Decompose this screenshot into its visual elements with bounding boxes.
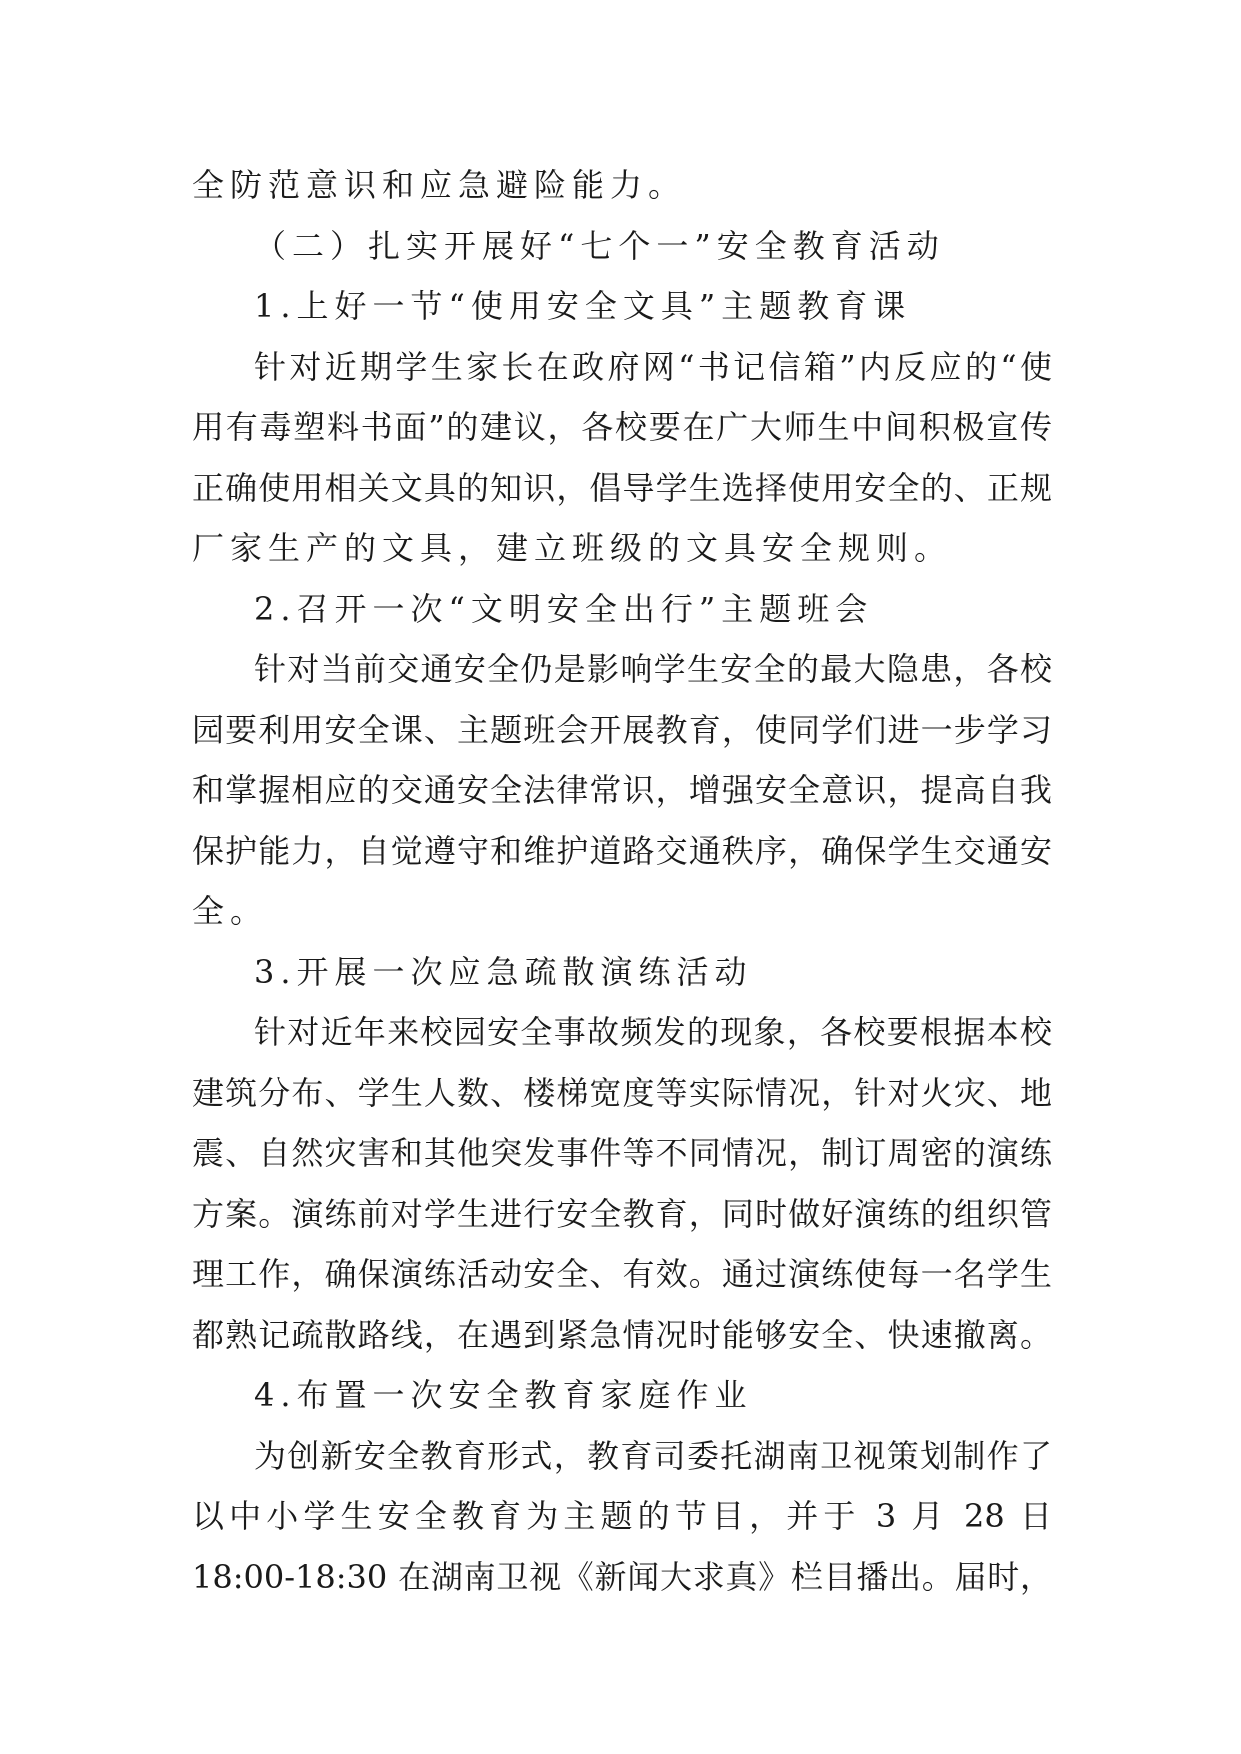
text-line: 18:00-18:30 在湖南卫视《新闻大求真》栏目播出。届时， — [192, 1557, 1052, 1596]
subsection-heading: 3.开展一次应急疏散演练活动 — [254, 952, 753, 991]
text-line: 都熟记疏散路线，在遇到紧急情况时能够安全、快速撤离。 — [192, 1315, 1052, 1354]
text-line: 正确使用相关文具的知识，倡导学生选择使用安全的、正规 — [192, 468, 1052, 507]
section-heading: （二）扎实开展好“七个一”安全教育活动 — [254, 226, 945, 265]
subsection-heading: 4.布置一次安全教育家庭作业 — [254, 1376, 753, 1414]
text-line: 针对近期学生家长在政府网“书记信箱”内反应的“使 — [254, 347, 1052, 386]
text-line: 全防范意识和应急避险能力。 — [192, 166, 687, 204]
subsection-heading: 1.上好一节“使用安全文具”主题教育课 — [254, 287, 912, 325]
text-line: 为创新安全教育形式，教育司委托湖南卫视策划制作了 — [254, 1436, 1052, 1475]
text-line: 震、自然灾害和其他突发事件等不同情况，制订周密的演练 — [192, 1134, 1052, 1172]
body-text — [192, 155, 1052, 1607]
text-line: 方案。演练前对学生进行安全教育，同时做好演练的组织管 — [192, 1194, 1052, 1233]
text-line: 理工作，确保演练活动安全、有效。通过演练使每一名学生 — [192, 1255, 1052, 1293]
text-line: 厂家生产的文具，建立班级的文具安全规则。 — [192, 529, 953, 567]
text-line: 用有毒塑料书面”的建议，各校要在广大师生中间积极宣传 — [192, 408, 1052, 446]
text-line: 和掌握相应的交通安全法律常识，增强安全意识，提高自我 — [192, 771, 1052, 809]
text-line: 建筑分布、学生人数、楼梯宽度等实际情况，针对火灾、地 — [192, 1073, 1052, 1112]
text-line: 针对当前交通安全仍是影响学生安全的最大隐患，各校 — [254, 650, 1052, 688]
subsection-heading: 2.召开一次“文明安全出行”主题班会 — [254, 589, 874, 628]
text-line: 针对近年来校园安全事故频发的现象，各校要根据本校 — [254, 1013, 1052, 1051]
text-line: 以中小学生安全教育为主题的节目，并于 3 月 28 日 — [192, 1497, 1052, 1535]
text-line: 保护能力，自觉遵守和维护道路交通秩序，确保学生交通安 — [192, 831, 1052, 870]
text-line: 全。 — [192, 892, 269, 930]
text-line: 园要利用安全课、主题班会开展教育，使同学们进一步学习 — [192, 710, 1052, 749]
